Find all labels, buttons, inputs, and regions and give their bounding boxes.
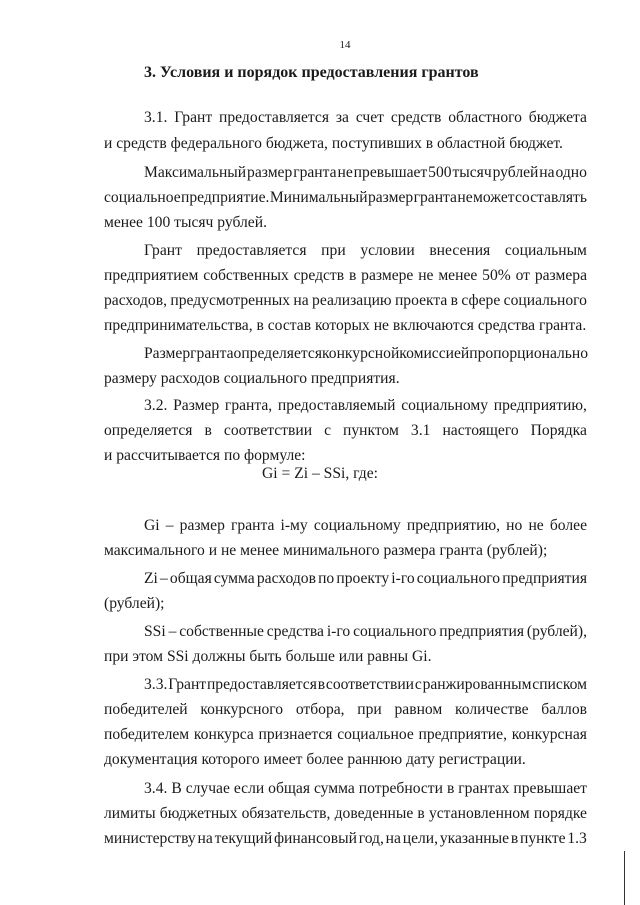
word: предприятием	[104, 267, 199, 284]
word: социальному	[401, 397, 489, 414]
word: предприятия	[502, 570, 587, 587]
word: –	[159, 570, 168, 587]
paragraph-3-3-line-4: документация которого имеет более раннюю дату регистрации.	[104, 751, 526, 768]
section-heading: 3. Условия и порядок предоставления грантов	[144, 64, 479, 81]
word: 3.4.	[144, 780, 168, 797]
word: в	[450, 292, 459, 309]
word: средств	[390, 109, 442, 126]
word: на	[293, 292, 309, 309]
word: размер	[367, 189, 414, 206]
word: В	[171, 780, 182, 797]
word: предприятию,	[406, 517, 501, 534]
word: настоящего	[442, 422, 519, 439]
word: рублей	[492, 164, 539, 181]
word: 1.3	[567, 830, 587, 847]
word: пунктом	[343, 422, 399, 439]
word: победителем	[104, 726, 190, 743]
word: 3.1	[410, 422, 431, 439]
word: Порядка	[530, 422, 587, 439]
word: тысяч	[452, 164, 492, 181]
word: год,	[358, 830, 384, 847]
definition-ssi-line-1	[144, 622, 587, 642]
word: предоставляется	[206, 676, 317, 693]
word: за	[335, 109, 349, 126]
word: в	[446, 780, 455, 797]
paragraph-3-4-line-2	[104, 804, 587, 824]
word: Размер	[144, 345, 191, 362]
word: менее	[438, 267, 478, 284]
word: размер	[247, 164, 293, 181]
definition-ssi-line-2: при этом SSi должны быть больше или равны Gi.	[104, 648, 432, 665]
word: если	[233, 780, 265, 797]
word: предприятие.	[181, 189, 270, 206]
word: списком	[532, 676, 587, 693]
word: расходов	[256, 570, 316, 587]
paragraph-own-funds-line-1	[144, 241, 587, 261]
word: победителей	[104, 701, 188, 718]
word: конкурса	[193, 726, 254, 743]
word: количестве	[454, 701, 529, 718]
word: Zi	[144, 570, 158, 587]
definition-gi-line-1	[144, 516, 587, 536]
word: предоставляемый	[277, 397, 396, 414]
word: в	[348, 267, 357, 284]
word: предоставляется	[196, 242, 307, 259]
paragraph-3-4-line-1	[144, 779, 587, 799]
word: пропорционально	[469, 345, 589, 362]
word: одно	[555, 164, 587, 181]
definition-zi-line-1	[144, 569, 587, 589]
paragraph-3-1-line-2: и средств федерального бюджета, поступивших в областной бюджет.	[104, 135, 563, 152]
word: соответствии	[223, 422, 313, 439]
word: указанные	[439, 830, 510, 847]
definition-gi-line-2: максимального и не менее минимального размера гранта (рублей);	[104, 542, 548, 559]
grant-formula: Gi = Zi – SSi, где:	[262, 465, 378, 482]
word: отбора,	[295, 701, 345, 718]
word: министерству	[104, 830, 196, 847]
page-number: 14	[339, 39, 351, 51]
word: реализацию	[312, 292, 392, 309]
word: Gi	[144, 517, 160, 534]
word: условии	[360, 242, 415, 259]
word: с	[414, 676, 422, 693]
word: гранта	[231, 517, 275, 534]
word: случае	[185, 780, 230, 797]
word: общая	[268, 780, 310, 797]
word: размера	[534, 267, 587, 284]
word: определяется	[233, 345, 322, 362]
word: Грант	[168, 676, 207, 693]
word: конкурсная	[511, 726, 587, 743]
word: финансовый	[273, 830, 357, 847]
word: бюджетных	[159, 805, 238, 822]
word: баллов	[541, 701, 587, 718]
word: составлять	[514, 189, 587, 206]
word: комиссией	[399, 345, 470, 362]
word: Максимальный	[144, 164, 247, 181]
word: областного	[448, 109, 522, 126]
scan-margin-mark	[624, 851, 625, 905]
paragraph-max-grant-line-3: менее 100 тысяч рублей.	[104, 214, 267, 231]
paragraph-max-grant-line-1	[144, 163, 587, 183]
word: сумма	[213, 570, 255, 587]
word: размер	[179, 517, 225, 534]
paragraph-own-funds-line-3	[104, 291, 587, 311]
word: в	[204, 422, 212, 439]
word: гранта	[413, 189, 457, 206]
word: в	[510, 830, 519, 847]
paragraph-commission-line-2: размеру расходов социального предприятия.	[104, 370, 400, 387]
word: 3.2.	[144, 397, 168, 414]
word: i-го	[326, 623, 351, 640]
word: 3.3.	[144, 676, 168, 693]
word: социальное	[337, 726, 414, 743]
word: на	[539, 164, 555, 181]
word: предприятия	[439, 623, 525, 640]
word: средств	[293, 267, 345, 284]
word: 500	[428, 164, 452, 181]
word: Грант	[144, 242, 182, 259]
word: гранта,	[224, 397, 273, 414]
word: определяется	[104, 422, 193, 439]
word: потребности	[358, 780, 443, 797]
word: по	[318, 570, 335, 587]
word: на	[197, 830, 213, 847]
word: собственных	[203, 267, 289, 284]
word: не	[457, 189, 473, 206]
word: пункте	[519, 830, 566, 847]
word: предусмотренных	[170, 292, 291, 309]
word: –	[165, 517, 174, 534]
word: равном	[394, 701, 443, 718]
word: признается	[258, 726, 333, 743]
word: сумма	[313, 780, 355, 797]
definition-zi-line-2: (рублей);	[104, 595, 165, 612]
word: предприятию,	[493, 397, 587, 414]
word: текущий	[214, 830, 273, 847]
paragraph-3-2-line-3: и рассчитывается по формуле:	[104, 447, 306, 464]
word: не	[418, 267, 434, 284]
word: лимиты	[104, 805, 156, 822]
word: проекта	[394, 292, 448, 309]
word: 3.1.	[144, 109, 168, 126]
word: общая	[169, 570, 212, 587]
word: собственные	[179, 623, 264, 640]
word: Размер	[173, 397, 220, 414]
paragraph-commission-line-1	[144, 344, 587, 364]
word: социальным	[504, 242, 587, 259]
word: предприятие,	[418, 726, 507, 743]
word: гранта	[190, 345, 234, 362]
word: установленном	[428, 805, 530, 822]
word: Грант	[174, 109, 213, 126]
word: i-го	[391, 570, 415, 587]
word: обязательств,	[241, 805, 331, 822]
word: может	[473, 189, 515, 206]
word: бюджета	[528, 109, 587, 126]
paragraph-max-grant-line-2	[104, 188, 587, 208]
word: с	[324, 422, 331, 439]
word: проекту	[336, 570, 390, 587]
word: не	[528, 517, 544, 534]
word: средства	[266, 623, 324, 640]
paragraph-3-2-line-2	[104, 421, 587, 441]
word: от	[515, 267, 530, 284]
word: социального	[503, 292, 587, 309]
word: при	[321, 242, 346, 259]
paragraph-3-3-line-3	[104, 725, 587, 745]
word: внесения	[429, 242, 491, 259]
word: доведенные	[334, 805, 414, 822]
word: цели,	[402, 830, 439, 847]
word: социальное	[104, 189, 181, 206]
word: гранта	[293, 164, 337, 181]
word: в	[317, 676, 326, 693]
word: счет	[355, 109, 384, 126]
word: социальному	[313, 517, 401, 534]
word: Минимальный	[269, 189, 368, 206]
word: порядке	[533, 805, 587, 822]
word: конкурсного	[200, 701, 284, 718]
paragraph-3-3-line-1	[144, 675, 587, 695]
word: не	[337, 164, 353, 181]
word: соответствии	[325, 676, 415, 693]
word: социального	[353, 623, 437, 640]
paragraph-3-4-line-3	[104, 829, 587, 849]
word: грантах	[458, 780, 510, 797]
paragraph-3-1-line-1	[144, 108, 587, 128]
word: (рублей),	[526, 623, 587, 640]
word: на	[385, 830, 401, 847]
word: –	[168, 623, 177, 640]
word: социального	[416, 570, 501, 587]
word: ранжированным	[422, 676, 532, 693]
word: i-му	[280, 517, 308, 534]
word: при	[357, 701, 382, 718]
word: SSi	[144, 623, 166, 640]
word: более	[549, 517, 587, 534]
word: превышает	[513, 780, 587, 797]
word: превышает	[353, 164, 428, 181]
paragraph-own-funds-line-2	[104, 266, 587, 286]
word: предоставляется	[219, 109, 329, 126]
word: сфере	[461, 292, 501, 309]
paragraph-3-3-line-2	[104, 700, 587, 720]
word: 50%	[482, 267, 511, 284]
word: расходов,	[104, 292, 167, 309]
paragraph-3-2-line-1	[144, 396, 587, 416]
word: но	[506, 517, 523, 534]
word: в	[417, 805, 425, 822]
word: конкурсной	[322, 345, 400, 362]
paragraph-own-funds-line-4: предпринимательства, в состав которых не включаются средства гранта.	[104, 317, 587, 334]
word: размере	[361, 267, 414, 284]
